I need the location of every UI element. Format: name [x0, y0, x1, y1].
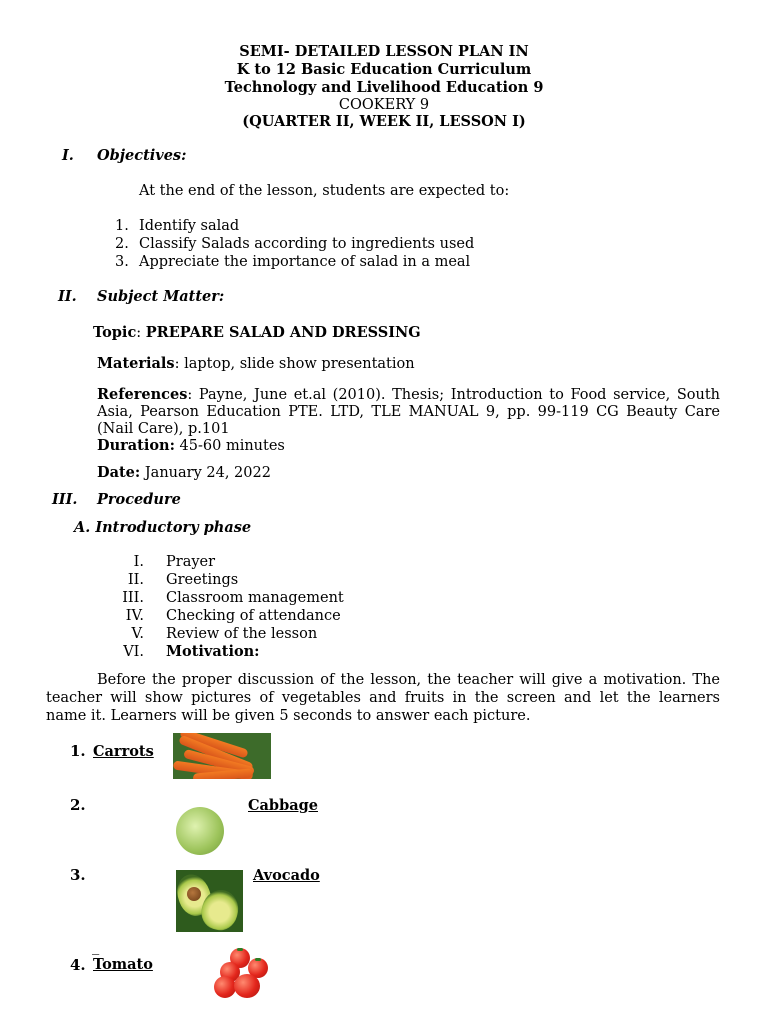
title-line-4: COOKERY 9 [338, 97, 430, 113]
title-line-5: (QUARTER II, WEEK II, LESSON I) [242, 113, 526, 130]
step-item: Classroom management [166, 590, 344, 606]
picture-label-avocado: Avocado [253, 867, 320, 884]
objectives-intro: At the end of the lesson, students are expected to: [139, 183, 510, 199]
date-value: January 24, 2022 [140, 465, 271, 481]
section-numeral-ii: II. [58, 288, 77, 305]
materials-label: Materials [97, 355, 175, 372]
title-line-1: SEMI- DETAILED LESSON PLAN IN [239, 43, 529, 60]
section-numeral-iii: III. [52, 491, 78, 508]
picture-number: 4. [70, 956, 86, 974]
objective-item: Identify salad [139, 218, 240, 234]
step-item: Motivation: [166, 643, 260, 660]
step-item: Review of the lesson [166, 626, 318, 642]
objective-item: Appreciate the importance of salad in a meal [139, 254, 471, 270]
picture-number: 3. [70, 866, 86, 884]
step-number: I. [133, 554, 144, 570]
references-value: : Payne, June et.al (2010). Thesis; Introduction to Food service, South [187, 387, 720, 403]
topic-label: Topic [93, 324, 137, 341]
carrots-image [173, 733, 271, 779]
references-line-3: (Nail Care), p.101 [97, 421, 230, 437]
step-item: Prayer [166, 554, 216, 570]
step-number: IV. [125, 608, 144, 624]
date-label: Date: [97, 464, 141, 481]
objectives-heading: Objectives: [97, 147, 187, 164]
picture-label-tomato: Tomato [93, 956, 153, 973]
section-numeral-i: I. [62, 147, 74, 164]
step-number: VI. [123, 644, 144, 660]
picture-label-cabbage: Cabbage [248, 797, 318, 814]
motivation-line-2: teacher will show pictures of vegetables and fruits in the screen and let the learners [46, 690, 720, 706]
motivation-line-1: Before the proper discussion of the lesson, the teacher will give a motivation. The [97, 672, 720, 688]
materials-line [97, 355, 415, 373]
topic-line: Topic: PREPARE SALAD AND DRESSING [93, 324, 421, 341]
motivation-line-3: name it. Learners will be given 5 seconds to answer each picture. [46, 708, 531, 724]
step-number: III. [122, 590, 144, 606]
avocado-image [176, 870, 243, 932]
subject-matter-heading: Subject Matter: [97, 288, 225, 305]
objective-number: 3. [115, 254, 129, 270]
objective-number: 1. [115, 218, 129, 234]
step-item: Checking of attendance [166, 608, 341, 624]
step-item: Greetings [166, 572, 239, 588]
duration-line [97, 437, 285, 455]
materials-value: : laptop, slide show presentation [174, 356, 415, 372]
picture-label-carrots: Carrots [93, 743, 154, 760]
references-line-1 [97, 386, 720, 404]
references-label: References [97, 386, 188, 403]
date-line [97, 464, 271, 482]
title-line-3: Technology and Livelihood Education 9 [224, 79, 544, 96]
introductory-phase-heading: A. Introductory phase [74, 519, 252, 536]
procedure-heading: Procedure [97, 491, 181, 508]
title-line-2: K to 12 Basic Education Curriculum [236, 61, 532, 78]
picture-number: 1. [70, 742, 86, 760]
step-number: II. [127, 572, 144, 588]
references-line-2: Asia, Pearson Education PTE. LTD, TLE MANUAL 9, pp. 99-119 CG Beauty Care [97, 404, 720, 420]
picture-number: 2. [70, 796, 86, 814]
duration-value: 45-60 minutes [174, 438, 285, 454]
objective-number: 2. [115, 236, 129, 252]
topic-value: PREPARE SALAD AND DRESSING [145, 324, 421, 341]
tomato-image [212, 946, 272, 1000]
cabbage-image [170, 803, 228, 857]
stray-mark: _ [92, 939, 100, 955]
step-number: V. [131, 626, 144, 642]
duration-label: Duration: [97, 437, 175, 454]
objective-item: Classify Salads according to ingredients used [139, 236, 475, 252]
